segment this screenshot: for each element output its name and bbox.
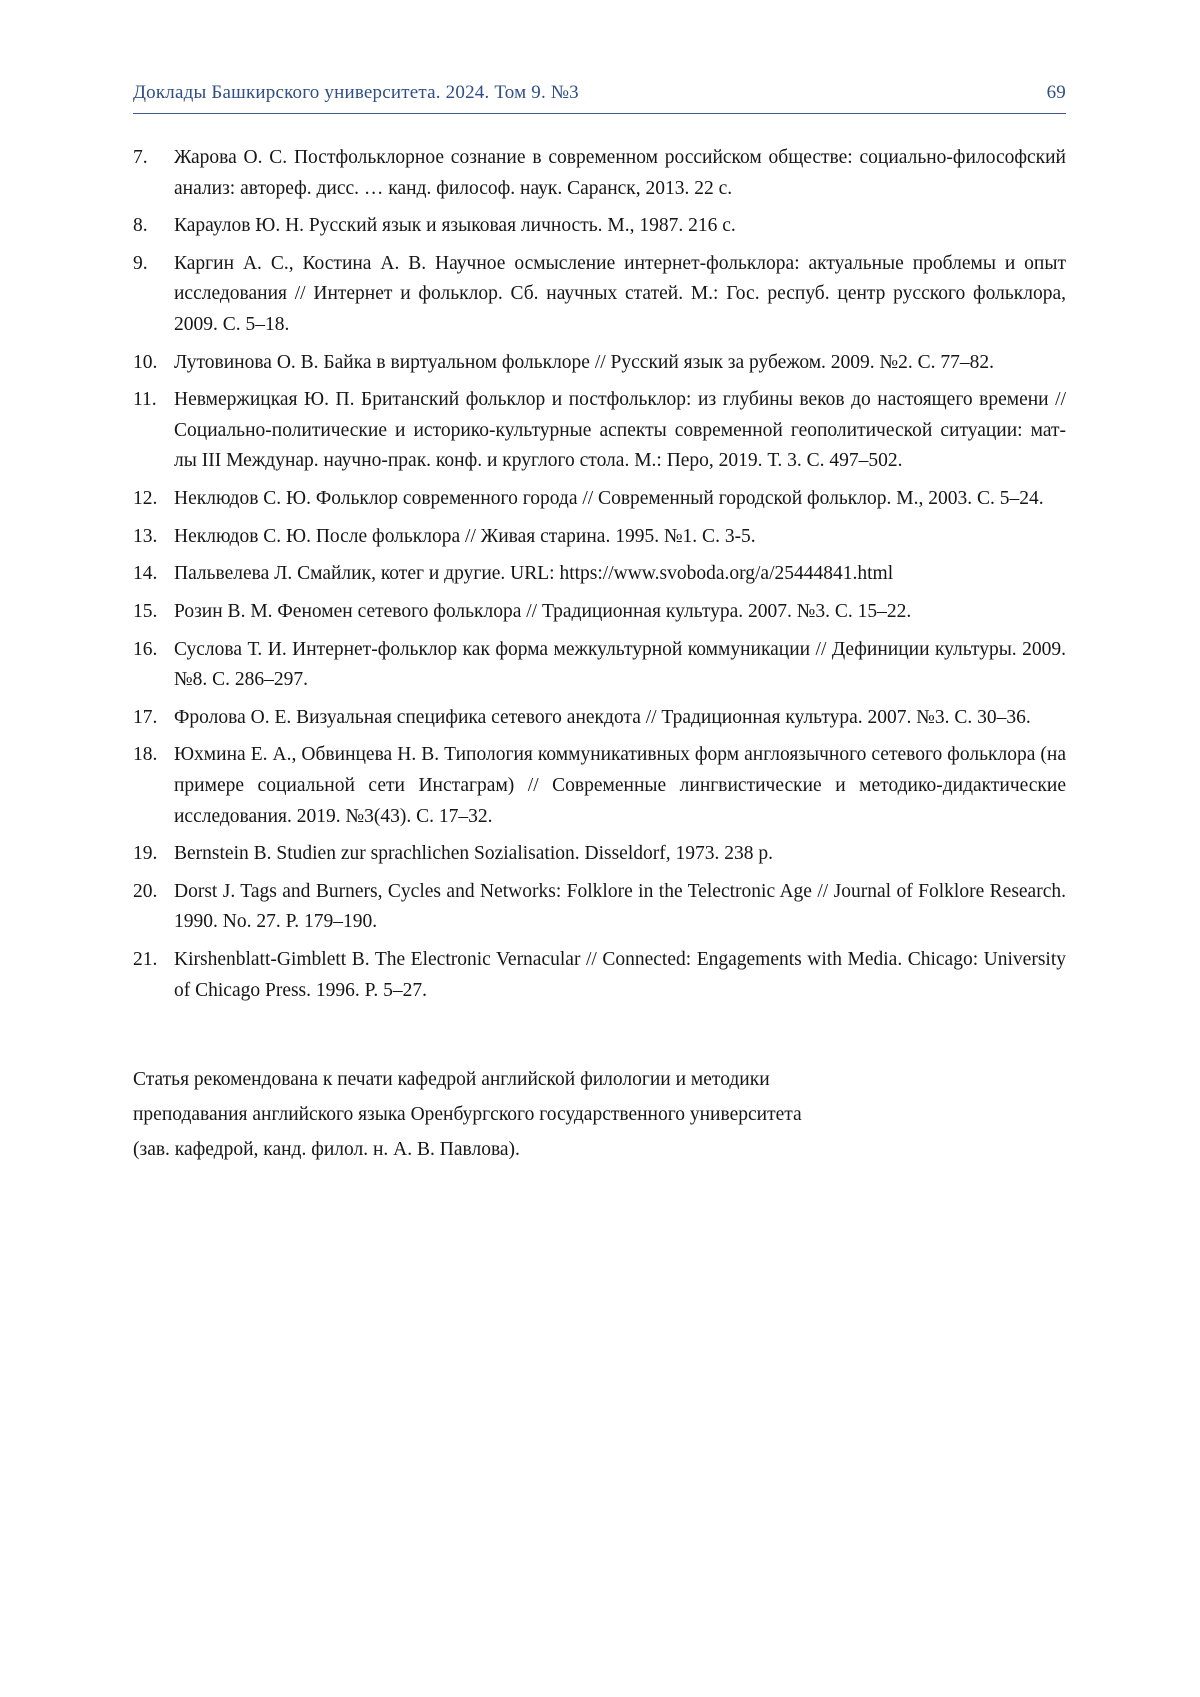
reference-text: Kirshenblatt-Gimblett B. The Electronic Vernacular // Connected: Engagements with Media. Chicago: University of Chicago Press. 1996. P. 5–27. xyxy=(174,949,1066,1001)
reference-text: Розин В. М. Феномен сетевого фольклора // Традиционная культура. 2007. №3. С. 15–22. xyxy=(174,600,912,622)
recommendation-note-line: преподавания английского языка Оренбургского государственного университета xyxy=(133,1103,802,1125)
reference-item xyxy=(133,945,1066,1006)
reference-text: Лутовинова О. В. Байка в виртуальном фольклоре // Русский язык за рубежом. 2009. №2. С. 77–82. xyxy=(174,351,995,373)
reference-number: 7. xyxy=(133,147,148,168)
reference-item xyxy=(133,703,1066,734)
reference-item xyxy=(133,877,1066,938)
reference-item xyxy=(133,839,1066,870)
reference-item xyxy=(133,211,1066,242)
reference-number: 9. xyxy=(133,252,148,274)
recommendation-note xyxy=(133,1063,1066,1167)
page-header xyxy=(133,82,1066,114)
reference-number: 18. xyxy=(133,744,158,766)
recommendation-note-line: Статья рекомендована к печати кафедрой английской филологии и методики xyxy=(133,1069,770,1091)
reference-item xyxy=(133,740,1066,832)
references-list xyxy=(133,143,1066,1006)
reference-text: Фролова О. Е. Визуальная специфика сетевого анекдота // Традиционная культура. 2007. №3. С. 30–36. xyxy=(174,706,1031,728)
recommendation-note-line: (зав. кафедрой, канд. филол. н. А. В. Павлова). xyxy=(133,1138,520,1160)
reference-text: Dorst J. Tags and Burners, Cycles and Networks: Folklore in the Telectronic Age // Journal of Folklore Research. 1990. No. 27. P. 179–190. xyxy=(174,880,1066,933)
reference-text: Суслова Т. И. Интернет-фольклор как форма межкультурной коммуникации // Дефиниции культуры. 2009. №8. С. 286–297. xyxy=(174,638,1066,691)
reference-text: Жарова О. С. Постфольклорное сознание в современном российском обществе: социально-философский анализ: автореф. дисс. … канд. философ. наук. Саранск, 2013. 22 с. xyxy=(174,147,1066,199)
page-number: 69 xyxy=(1046,82,1066,103)
reference-number: 21. xyxy=(133,949,158,971)
reference-item xyxy=(133,559,1066,590)
reference-text: Неклюдов С. Ю. После фольклора // Живая старина. 1995. №1. С. 3-5. xyxy=(174,525,756,547)
reference-number: 8. xyxy=(133,215,148,237)
reference-number: 15. xyxy=(133,600,158,622)
reference-text: Невмержицкая Ю. П. Британский фольклор и постфольклор: из глубины веков до настоящего времени // Социально-политические и историко-культурные аспекты современной геополитической ситуации: мат-лы III Междунар. научно-прак. конф. и круглого стола. М.: Перо, 2019. Т. 3. С. 497–502. xyxy=(174,389,1066,472)
reference-number: 10. xyxy=(133,351,158,373)
reference-item xyxy=(133,249,1066,341)
reference-item xyxy=(133,385,1066,477)
reference-item xyxy=(133,484,1066,515)
reference-text: Bernstein B. Studien zur sprachlichen Sozialisation. Disseldorf, 1973. 238 p. xyxy=(174,843,773,865)
reference-text: Каргин А. С., Костина А. В. Научное осмысление интернет-фольклора: актуальные проблемы и опыт исследования // Интернет и фольклор. Сб. научных статей. М.: Гос. респуб. центр русского фольклора, 2009. С. 5–18. xyxy=(174,252,1066,336)
reference-number: 17. xyxy=(133,706,158,728)
reference-text: Пальвелева Л. Смайлик, котег и другие. URL: https://www.svoboda.org/a/25444841.html xyxy=(174,563,894,585)
reference-text: Неклюдов С. Ю. Фольклор современного города // Современный городской фольклор. М., 2003. С. 5–24. xyxy=(174,488,1044,510)
reference-item xyxy=(133,635,1066,696)
reference-text: Караулов Ю. Н. Русский язык и языковая личность. М., 1987. 216 с. xyxy=(174,215,736,237)
reference-item xyxy=(133,597,1066,628)
reference-item xyxy=(133,348,1066,379)
reference-number: 20. xyxy=(133,880,158,902)
reference-text: Юхмина Е. А., Обвинцева Н. В. Типология коммуникативных форм англоязычного сетевого фольклора (на примере социальной сети Инстаграм) // Современные лингвистические и методико-дидактические исследования. 2019. №3(43). С. 17–32. xyxy=(174,744,1066,827)
reference-item xyxy=(133,143,1066,204)
reference-item xyxy=(133,522,1066,553)
reference-number: 11. xyxy=(133,389,157,411)
reference-number: 19. xyxy=(133,843,158,865)
reference-number: 12. xyxy=(133,488,158,510)
reference-number: 16. xyxy=(133,638,158,660)
reference-number: 14. xyxy=(133,563,158,585)
reference-number: 13. xyxy=(133,525,158,547)
journal-header-title: Доклады Башкирского университета. 2024. Том 9. №3 xyxy=(133,82,579,103)
